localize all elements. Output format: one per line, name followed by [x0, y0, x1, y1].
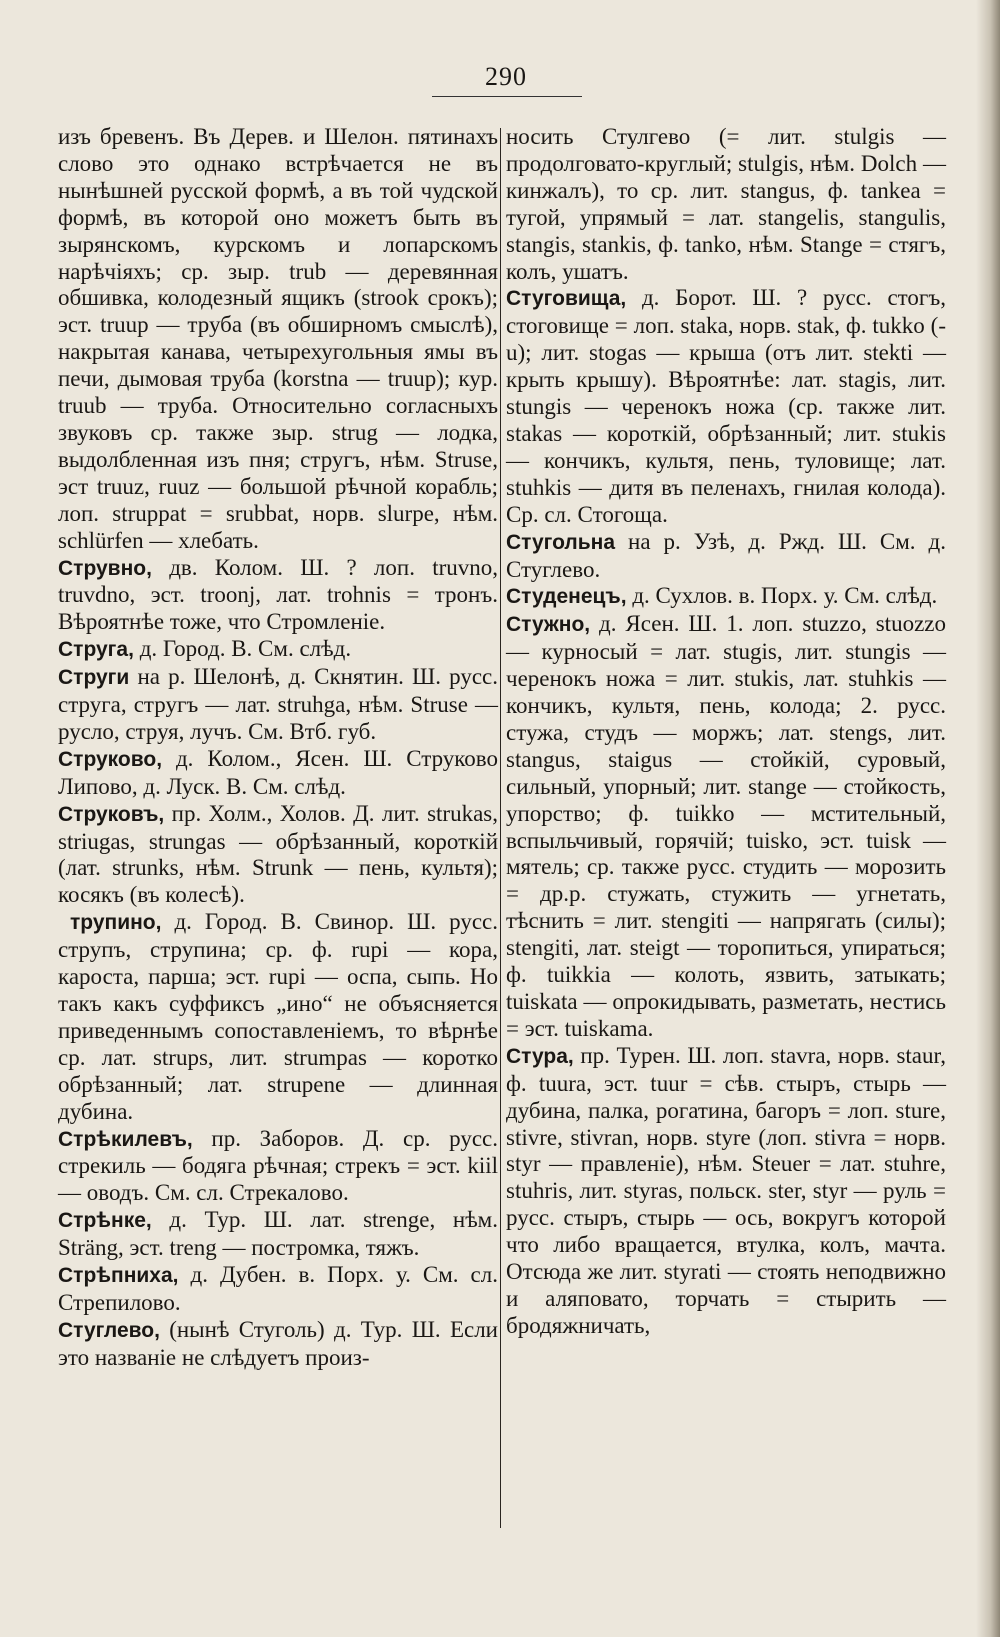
entry-headword: трупино, [70, 911, 162, 935]
entry-text: д. Город. В. См. слѣд. [133, 636, 352, 662]
entry-headword: Струково, [58, 747, 163, 771]
entry-headword: Стура, [506, 1044, 574, 1068]
entry-text: на р. Шелонѣ, д. Скнятин. Ш. русс. струга, стругъ — лат. struhga, нѣм. Struse — русло, струя, лучъ. См. Втб. губ. [58, 664, 498, 744]
dictionary-entry [58, 746, 498, 801]
entry-headword: Стрѣпниха, [58, 1264, 179, 1288]
dictionary-entry [58, 1207, 498, 1262]
entry-headword: Стужно, [506, 613, 591, 637]
entry-headword: Стрѣнке, [58, 1209, 152, 1233]
entry-headword: Струвно, [58, 556, 152, 580]
entry-text: д. Тур. Ш. лат. strenge, нѣм. Sträng, эст. treng — постромка, тяжъ. [58, 1207, 498, 1261]
page-edge-shadow [976, 0, 1000, 1637]
dictionary-entry [58, 909, 498, 1125]
dictionary-entry [506, 583, 946, 611]
entry-headword: Струковъ, [58, 802, 165, 826]
dictionary-entry [58, 555, 498, 637]
column-divider [500, 128, 501, 1528]
dictionary-entry [58, 664, 498, 746]
dictionary-entry [506, 1043, 946, 1340]
entry-text: д. Колом., Ясен. Ш. Струково Липово, д. Луск. В. См. слѣд. [58, 745, 498, 799]
entry-text: д. Город. В. Свинор. Ш. русс. струпъ, струпина; ср. ф. rupi — кора, кароста, парша; эст. rupi — оспа, сыпь. Но такъ какъ суффиксъ „ино“ не объясняется приведеннымъ сопоставленіемъ, то вѣрнѣе ср. лат. strups, лит. strumpas — коротко обрѣзанный; лат. strupene — длинная дубина. [58, 909, 498, 1124]
entry-text: изъ бревенъ. Въ Дерев. и Шелон. пятинахъ слово это однако встрѣчается не въ нынѣшней русской формѣ, а въ той чудской формѣ, въ которой оно можетъ быть въ зырянскомъ, курскомъ и лопарскомъ нарѣчіяхъ; ср. зыр. trub — деревянная обшивка, колодезный ящикъ (strook срокъ); эст. truup — труба (въ обширномъ смыслѣ), накрытая канава, четырехугольныя ямы въ печи, дымовая труба (korstna — truup); кур. truub — труба. Относительно согласныхъ звуковъ ср. также зыр. strug — лодка, выдолбленная изъ пня; стругъ, нѣм. Struse, эст truuz, ruuz — большой рѣчной корабль; лоп. struppat = srubbat, норв. slurpe, нѣм. schlürfen — хлебать. [58, 124, 498, 553]
page-number-rule [432, 96, 582, 97]
entry-text: носить Стулгево (= лит. stulgis — продолговато-круглый; stulgis, нѣм. Dolch — кинжалъ), то ср. лит. stangus, ф. tankea = тугой, упрямый = лат. stangelis, stangulis, stangis, stankis, ф. tanko, нѣм. Stange = стягъ, колъ, ушатъ. [506, 124, 946, 284]
entry-text: д. Борот. Ш. ? русс. стогъ, стоговище = лоп. staka, норв. stak, ф. tukko (-u); лит. stogas — крыша (отъ лит. stekti — крыть крышу). Вѣроятнѣе: лат. stagis, лит. stungis — черенокъ ножа (ср. также лит. stakas — короткій, обрѣзанный; лит. stukis — кончикъ, культя, пень, туловище; лат. stuhkis — дитя въ пеленахъ, гнилая колода). Ср. сл. Стогоща. [506, 285, 946, 527]
entry-text: дв. Колом. Ш. ? лоп. truvno, truvdno, эст. troonj, лат. trohnis = тронъ. Вѣроятнѣе тоже, что Стромленіе. [58, 554, 498, 635]
entry-text: пр. Холм., Холов. Д. лит. strukas, striugas, strungas — обрѣзанный, короткій (лат. strunks, нѣм. Strunk — пень, культя); косякъ (въ колесѣ). [58, 800, 498, 908]
dictionary-entry [506, 611, 946, 1043]
dictionary-entry [58, 1262, 498, 1317]
entry-headword: Стугольна [506, 530, 616, 554]
dictionary-entry [506, 124, 946, 285]
entry-text: (нынѣ Стуголь) д. Тур. Ш. Если это названіе не слѣдуетъ произ- [58, 1316, 498, 1370]
dictionary-entry [58, 1126, 498, 1208]
dictionary-entry [58, 801, 498, 910]
left-column [58, 124, 498, 1372]
entry-text: д. Сухлов. в. Порх. у. См. слѣд. [626, 583, 938, 609]
entry-headword: Стуглево, [58, 1318, 160, 1342]
entry-text: на р. Узѣ, д. Ржд. Ш. См. д. Стуглево. [506, 528, 946, 582]
entry-text: пр. Заборов. Д. ср. русс. стрекиль — бодяга рѣчная; стрекъ = эст. kiil — оводъ. См. сл. Стрекалово. [58, 1125, 498, 1206]
dictionary-entry [506, 285, 946, 528]
page-number: 290 [485, 62, 527, 91]
dictionary-entry [58, 1317, 498, 1372]
entry-headword: Студенецъ, [506, 585, 627, 609]
entry-text: пр. Турен. Ш. лоп. stavra, норв. staur, ф. tuura, эст. tuur = сѣв. стыръ, стырь — дубина, палка, рогатина, багоръ = лоп. sture, stivre, stivran, норв. styre (лоп. stivra = норв. styr — правленіе), нѣм. Steuer = лат. stuhre, stuhris, лит. styras, польск. ster, styr — руль = русс. стыръ, стырь — ось, вокругъ которой что либо вращается, втулка, колъ, мачта. Отсюда же лит. styrati — стоять неподвижно и аляповато, торчать = стырить — бродяжничать, [506, 1042, 946, 1338]
entry-headword: Струги [58, 666, 130, 690]
entry-text: д. Ясен. Ш. 1. лоп. stuzzo, stuozzo — курносый = лат. stugis, лит. stungis — черенокъ ножа = лит. stukis, лат. stuhkis — кончикъ, культя, пень, колода; 2. русс. стужа, студъ — моржъ; лат. stengs, лит. stangus, staigus — стойкій, суровый, сильный, упорный; лит. stange — стойкость, упорство; ф. tuikko — мстительный, вспыльчивый, горячій; tuisko, эст. tuisk — мятель; ср. также русс. студить — морозить = др.р. стужать, стужить — угнетать, тѣснить = лит. stengiti — напрягать (силы); stengiti, лат. steigt — торопиться, упираться; ф. tuikkia — колоть, язвить, затыкать; tuiskata — опрокидывать, разметать, нестись = эст. tuiskama. [506, 611, 946, 1041]
entry-headword: Стрѣкилевъ, [58, 1127, 193, 1151]
dictionary-entry [58, 636, 498, 664]
entry-text: д. Дубен. в. Порх. у. См. сл. Стрепилово. [58, 1262, 498, 1315]
entry-headword: Струга, [58, 638, 134, 662]
dictionary-entry [58, 124, 498, 555]
right-column [506, 124, 946, 1340]
entry-headword: Стуговища, [506, 287, 627, 311]
dictionary-entry [506, 529, 946, 584]
